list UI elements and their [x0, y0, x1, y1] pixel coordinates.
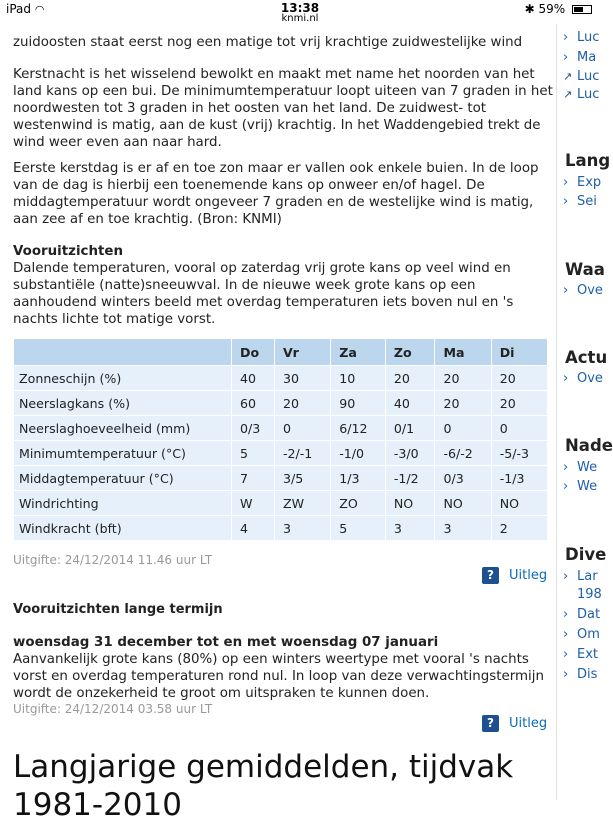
help-label: Uitleg — [509, 568, 548, 583]
forecast-cell: 5 — [232, 441, 275, 466]
sidebar-link-label: Sei — [577, 194, 597, 209]
forecast-cell: NO — [435, 491, 491, 516]
battery-icon — [572, 5, 592, 14]
forecast-cell: 0/3 — [435, 466, 491, 491]
forecast-cell: 0 — [435, 416, 491, 441]
sidebar-link[interactable] — [563, 647, 598, 662]
status-bar — [0, 0, 600, 24]
day-header: Za — [331, 339, 386, 366]
forecast-cell: -1/3 — [491, 466, 547, 491]
bluetooth-icon: ✱ — [524, 2, 535, 16]
forecast-cell: -1/2 — [385, 466, 435, 491]
sidebar-link-label: We — [577, 479, 598, 494]
long-term-period: woensdag 31 december tot en met woensdag 07 januari — [13, 635, 439, 650]
forecast-cell: 7 — [232, 466, 275, 491]
sidebar-link-label: Om — [577, 627, 600, 642]
forecast-cell: 0/1 — [385, 416, 435, 441]
sidebar-link-label: Exp — [577, 175, 602, 190]
help-button-2[interactable] — [482, 715, 547, 732]
forecast-cell: 40 — [232, 366, 275, 391]
sidebar-link[interactable] — [563, 30, 599, 45]
forecast-cell: 90 — [331, 391, 386, 416]
sidebar-link[interactable] — [563, 69, 599, 84]
issued-timestamp-2: Uitgifte: 24/12/2014 03.58 uur LT — [13, 702, 213, 716]
sidebar-link[interactable] — [563, 627, 600, 642]
forecast-cell: 20 — [491, 366, 547, 391]
sidebar-link-label: Ove — [577, 371, 603, 386]
sidebar-heading: Waa — [565, 260, 605, 279]
day-header: Zo — [385, 339, 435, 366]
forecast-cell: 1/3 — [331, 466, 386, 491]
chevron-right-icon: › — [563, 667, 569, 682]
forecast-row — [14, 441, 548, 466]
status-right — [525, 2, 592, 16]
forecast-cell: 0 — [491, 416, 547, 441]
sidebar-link-label: Dis — [577, 667, 598, 682]
forecast-cell: 0 — [274, 416, 330, 441]
sidebar-link-label: Ma — [577, 50, 597, 65]
help-button[interactable] — [482, 567, 547, 584]
device-name: iPad — [6, 2, 32, 16]
day-header: Di — [491, 339, 547, 366]
forecast-cell: 6/12 — [331, 416, 386, 441]
forecast-cell: W — [232, 491, 275, 516]
sidebar-link-label: We — [577, 460, 598, 475]
day-header: Do — [232, 339, 275, 366]
forecast-table — [13, 338, 548, 541]
forecast-cell: -1/0 — [331, 441, 386, 466]
outlook-heading: Vooruitzichten — [13, 244, 124, 259]
sidebar-heading: Dive — [565, 545, 607, 564]
battery-fill — [574, 7, 583, 12]
forecast-row-label: Middagtemperatuur (°C) — [14, 466, 232, 491]
chevron-right-icon: › — [563, 627, 569, 642]
forecast-row-label: Neerslagkans (%) — [14, 391, 232, 416]
forecast-row — [14, 466, 548, 491]
forecast-cell: 5 — [331, 516, 386, 541]
sidebar-link-label: 198 — [577, 587, 602, 602]
sidebar-link-label: Luc — [577, 87, 600, 102]
sidebar-link[interactable] — [563, 569, 598, 584]
page-section-title: Langjarige gemiddelden, tijdvak 1981-2010 — [13, 749, 514, 823]
sidebar-link-label: Dat — [577, 607, 601, 622]
forecast-cell: 3 — [385, 516, 435, 541]
forecast-cell: 30 — [274, 366, 330, 391]
sidebar-link-continued[interactable] — [563, 587, 602, 602]
sidebar-heading: Lang — [565, 151, 611, 170]
long-term-heading: Vooruitzichten lange termijn — [13, 602, 223, 617]
sidebar-link[interactable] — [563, 50, 596, 65]
chevron-right-icon: › — [563, 460, 569, 475]
sidebar-heading: Nade — [565, 436, 613, 455]
sidebar-link[interactable] — [563, 607, 600, 622]
external-link-icon: ↗ — [563, 88, 573, 101]
sidebar-link[interactable] — [563, 194, 597, 209]
sidebar-link-label: Ove — [577, 283, 603, 298]
wifi-icon: ◠ — [34, 3, 45, 16]
sidebar-link[interactable] — [563, 371, 603, 386]
forecast-cell: -2/-1 — [274, 441, 330, 466]
sidebar-link-label: Luc — [577, 69, 600, 84]
chevron-right-icon: › — [563, 194, 569, 209]
chevron-right-icon: › — [563, 283, 569, 298]
help-icon: ? — [482, 567, 499, 584]
day-header: Ma — [435, 339, 491, 366]
forecast-cell: 20 — [274, 391, 330, 416]
forecast-cell: 0/3 — [232, 416, 275, 441]
forecast-cell: NO — [491, 491, 547, 516]
forecast-cell: ZW — [274, 491, 330, 516]
chevron-right-icon: › — [563, 479, 569, 494]
forecast-row — [14, 491, 548, 516]
sidebar-link[interactable] — [563, 479, 597, 494]
sidebar-link-label: Luc — [577, 30, 600, 45]
help-icon: ? — [482, 715, 499, 732]
chevron-right-icon: › — [563, 371, 569, 386]
address-bar-url[interactable]: knmi.nl — [281, 13, 319, 24]
forecast-cell: -3/0 — [385, 441, 435, 466]
forecast-cell: -5/-3 — [491, 441, 547, 466]
forecast-row-label: Neerslaghoeveelheid (mm) — [14, 416, 232, 441]
forecast-cell: 10 — [331, 366, 386, 391]
chevron-right-icon: › — [563, 50, 569, 65]
forecast-row-label: Windkracht (bft) — [14, 516, 232, 541]
external-link-icon: ↗ — [563, 70, 573, 83]
forecast-cell: 60 — [232, 391, 275, 416]
sidebar — [556, 24, 613, 800]
forecast-row — [14, 366, 548, 391]
forecast-cell: 20 — [435, 366, 491, 391]
battery-percent: 59% — [538, 2, 566, 16]
sidebar-link[interactable] — [563, 667, 597, 682]
chevron-right-icon: › — [563, 647, 569, 662]
sidebar-link-label: Lar — [577, 569, 598, 584]
long-term-text: Aanvankelijk grote kans (80%) op een winters weertype met vooral 's nachts vorst en overdag temperaturen rond nul. In loop van deze verwachtingstermijn wordt de onzekerheid te groot om uitspraken te kunnen doen. — [13, 652, 544, 701]
chevron-right-icon: › — [563, 175, 569, 190]
intro-line: zuidoosten staat eerst nog een matige tot vrij krachtige zuidwestelijke wind — [13, 35, 523, 50]
chevron-right-icon: › — [563, 569, 569, 584]
forecast-row — [14, 416, 548, 441]
forecast-row — [14, 516, 548, 541]
forecast-cell: ZO — [331, 491, 386, 516]
sidebar-link[interactable] — [563, 283, 603, 298]
forecast-row-label: Zonneschijn (%) — [14, 366, 232, 391]
sidebar-heading: Actu — [565, 348, 608, 367]
forecast-row-label: Minimumtemperatuur (°C) — [14, 441, 232, 466]
chevron-right-icon: › — [563, 30, 569, 45]
day-header: Vr — [274, 339, 330, 366]
forecast-cell: -6/-2 — [435, 441, 491, 466]
paragraph-kerstdag: Eerste kerstdag is er af en toe zon maar er vallen ook enkele buien. In de loop van de dag is hierbij een toenemende kans op onweer en/of hagel. De middagtemperatuur wordt ongeveer 7 graden en de westelijke wind is matig, aan zee af en toe krachtig. (Bron: KNMI) — [13, 161, 539, 227]
clock: 13:38 — [280, 1, 320, 15]
forecast-cell: 20 — [491, 391, 547, 416]
forecast-cell: 3 — [435, 516, 491, 541]
main-content — [0, 24, 556, 823]
issued-timestamp: Uitgifte: 24/12/2014 11.46 uur LT — [13, 553, 213, 567]
forecast-header-row — [14, 339, 548, 366]
forecast-cell: NO — [385, 491, 435, 516]
forecast-row-label: Windrichting — [14, 491, 232, 516]
forecast-cell: 20 — [435, 391, 491, 416]
outlook-text: Dalende temperaturen, vooral op zaterdag vrij grote kans op veel wind en substantiële (natte)sneeuwval. In de nieuwe week grote kans op een aanhoudend winters beeld met overdag temperaturen iets boven nul en 's nachts lichte tot matige vorst. — [13, 261, 514, 327]
chevron-right-icon: › — [563, 607, 569, 622]
forecast-header-blank — [14, 339, 232, 366]
forecast-cell: 20 — [385, 366, 435, 391]
paragraph-kerstnacht: Kerstnacht is het wisselend bewolkt en maakt met name het noorden van het land kans op een bui. De minimumtemperatuur loopt uiteen van 7 graden in het noordwesten tot 3 graden in het oosten van het land. De zuidwest- tot westenwind is matig, aan de kust (vrij) krachtig. In het Waddengebied trekt de wind weer even aan naar hard. — [13, 67, 553, 150]
forecast-row — [14, 391, 548, 416]
forecast-cell: 3/5 — [274, 466, 330, 491]
sidebar-link[interactable] — [563, 175, 601, 190]
help-label: Uitleg — [509, 716, 548, 731]
sidebar-link-label: Ext — [577, 647, 599, 662]
sidebar-link[interactable] — [563, 87, 599, 102]
forecast-cell: 2 — [491, 516, 547, 541]
forecast-cell: 4 — [232, 516, 275, 541]
sidebar-link[interactable] — [563, 460, 597, 475]
forecast-cell: 40 — [385, 391, 435, 416]
forecast-cell: 3 — [274, 516, 330, 541]
